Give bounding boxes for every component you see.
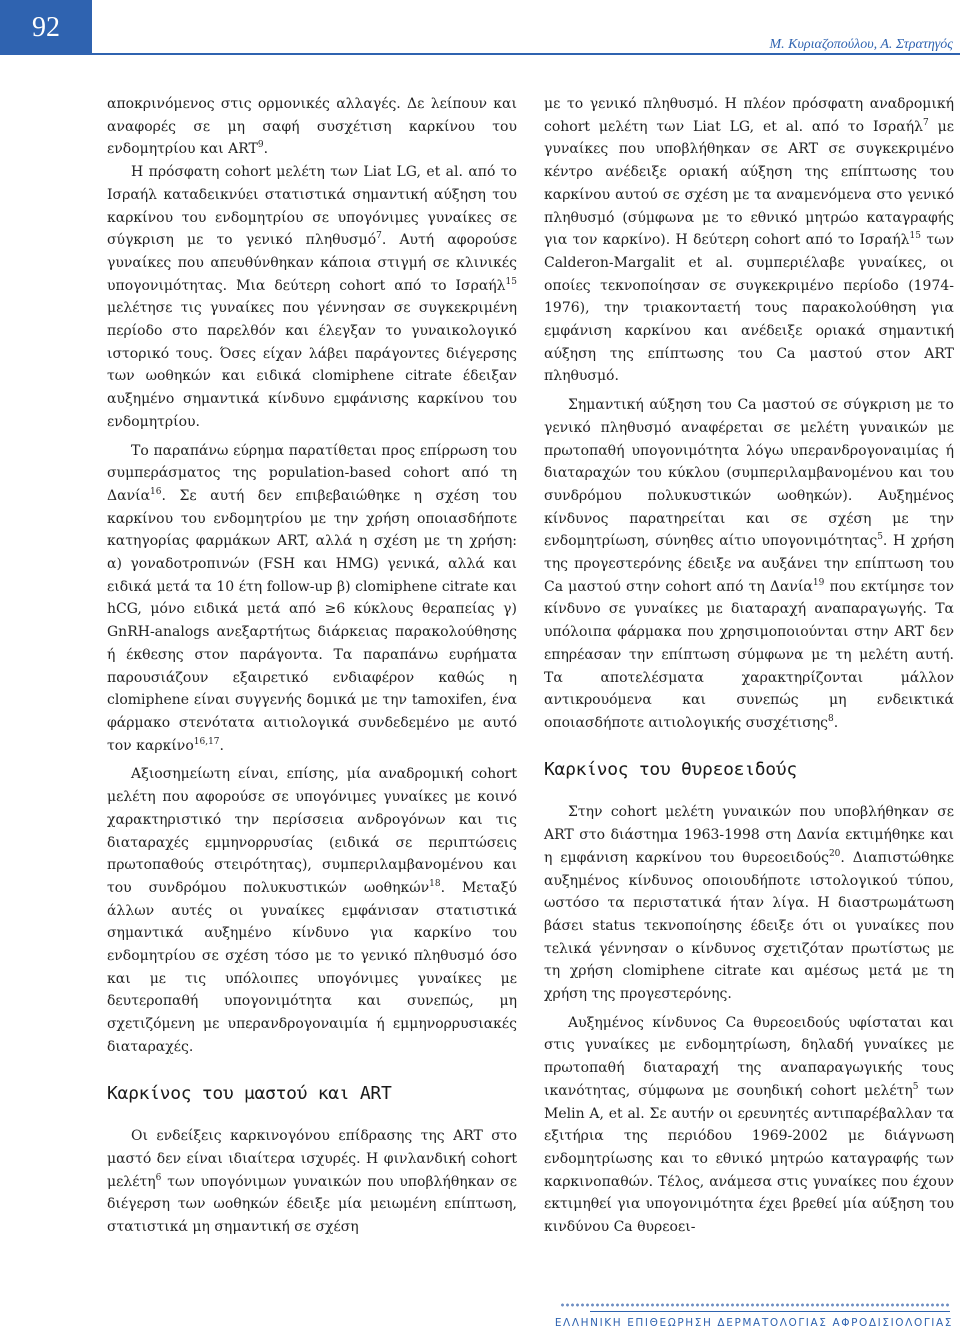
reference-superscript: 5: [877, 532, 883, 543]
left-column: [107, 93, 517, 1239]
reference-superscript: 15: [909, 231, 921, 242]
paragraph: Οι ενδείξεις καρκινογόνου επίδρασης της ART στο μαστό δεν είναι ιδιαίτερα ισχυρές. Η φινλανδική cohort μελέτη$^6$ των υπογόνιμων γυναικών που υποβλήθηκαν σε διέγερση των ωοθηκών έδειξε μία μειωμένη επίπτωση, στατιστικά μη σημαντική σε σχέση: [107, 1128, 517, 1236]
reference-superscript: 7: [376, 231, 382, 242]
page-number: 92: [32, 11, 60, 43]
paragraph: Σημαντική αύξηση του Ca μαστού σε σύγκριση με το γενικό πληθυσμό αναφέρεται σε μελέτη γυναικών με πρωτοπαθή υπογονιμότητα λόγω υπερανδρογοναιμίας ή διαταραχών του κύκλου (συμπεριλαμβανομένου και του συνδρόμου πολυκυστικών ωοθηκών). Αυξημένος κίνδυνος παρατηρείται και σε σχέση με την ενδομητρίωση, σύνηθες αίτιο υπογονιμότητας$^5$. Η χρήση της προγεστερόνης έδειξε να αυξάνει την επίπτωση του Ca μαστού στην cohort από τη Δανία$^{19}$ που εκτίμησε τον κίνδυνο σε γυναίκες με διαταραχή αναπαραγωγής. Τα υπόλοιπα φάρμακα που χρησιμοποιούνται στην ART δεν επηρέασαν την επίπτωση σύμφωνα με τη μελέτη αυτή. Τα αποτελέσματα χαρακτηρίζονται μάλλον αντικρουόμενα και συνεπώς μη ενδεικτικά οποιασδήποτε αιτιολογικής συσχέτισης$^8$.: [544, 397, 955, 731]
paragraph: με το γενικό πληθυσμό. Η πλέον πρόσφατη αναδρομική cohort μελέτη των Liat LG, et al. από το Ισραήλ$^7$ με γυναίκες που υποβλήθηκαν σε ART σε συγκεκριμένο κέντρο ανέδειξε οριακή αύξηση της επίπτωσης του καρκίνου αυτού σε σχέση με τα αναμενόμενα στο γενικό πληθυσμό (σύμφωνα με το εθνικό μητρώο καταγραφής για τον καρκίνο). Η δεύτερη cohort από το Ισραήλ$^{15}$ των Calderon-Margalit et al. συμπεριέλαβε γυναίκες, οι οποίες τεκνοποίησαν σε συγκεκριμένο περίοδο (1974-1976), την τριακονταετή τους παρακολούθηση για εμφάνιση καρκίνου και ανέδειξε οριακά σημαντική αύξηση της επίπτωσης του Ca μαστού στον ART πληθυσμό.: [544, 96, 955, 385]
running-head-authors: Μ. Κυριαζοπούλου, Α. Στρατηγός: [769, 37, 953, 52]
journal-name: ΕΛΛΗΝΙΚΗ ΕΠΙΘΕΩΡΗΣΗ ΔΕΡΜΑΤΟΛΟΓΙΑΣ ΑΦΡΟΔΙΣΙΟΛΟΓΙΑΣ: [554, 1317, 953, 1329]
reference-superscript: 6: [155, 1172, 162, 1183]
reference-superscript: 15: [505, 276, 517, 287]
reference-superscript: 7: [923, 117, 929, 128]
footer-rule: [590, 1311, 950, 1312]
paragraph: Αυξημένος κίνδυνος Ca θυρεοειδούς υφίσταται και στις γυναίκες με ενδομητρίωση, δηλαδή γυναίκες με πρωτοπαθή διαταραχή της αναπαραγωγικής τους ικανότητας, σύμφωνα με σουηδική cohort μελέτη$^5$ των Melin A, et al. Σε αυτήν οι ερευνητές αντιπαρέβαλλαν τα εξιτήρια της περιόδου 1969-2002 με διάγνωση ενδομητρίωσης και το εθνικό μητρώο καταγραφής των καρκινοπαθών. Τέλος, ανάμεσα στις γυναίκες που έχουν εκτιμηθεί για υπογονιμότητα έχει βρεθεί μία αύξηση του κινδύνου Ca θυρεοει-: [544, 1014, 954, 1236]
header-rule: [92, 53, 960, 55]
paragraph: Στην cohort μελέτη γυναικών που υποβλήθηκαν σε ART στο διάστημα 1963-1998 στη Δανία εκτιμήθηκε και η εμφάνιση καρκίνου του θυρεοειδούς$^{20}$. Διαπιστώθηκε αυξημένος κίνδυνος οποιουδήποτε ιστολογικού τύπου, ωστόσο τα περιστατικά ήταν λίγα. Η διαστρωμάτωση βάσει status τεκνοποίησης έδειξε ότι οι γυναίκες που τελικά γέννησαν ο κίνδυνος σχετιζόταν πρωτίστως με τη χρήση clomiphene citrate και αμέσως μετά με τη χρήση της προγεστερόνης.: [544, 804, 954, 1003]
reference-superscript: 8: [828, 713, 834, 724]
page-number-box: [0, 0, 92, 55]
section-heading-thyroid-cancer: Καρκίνος του θυρεοειδούς: [544, 758, 797, 780]
footer-dot-rule: [560, 1302, 950, 1308]
reference-superscript: 19: [812, 577, 825, 588]
reference-superscript: 16: [150, 486, 162, 497]
paragraph: Αξιοσημείωτη είναι, επίσης, μία αναδρομική cohort μελέτη που αφορούσε σε υπογόνιμες γυναίκες με κοινό χαρακτηριστικό την περίσσεια ανδρογόνων και τις διαταραχές εμμηνορρυσίας (ειδικά σε περιπτώσεις πρωτοπαθούς στειρότητας), συμπεριλαμβανομένου και του συνδρόμου πολυκυστικών ωοθηκών$^{18}$. Μεταξύ άλλων αυτές οι γυναίκες εμφάνισαν στατιστικά σημαντικά αυξημένο κίνδυνο για καρκίνο του ενδομητρίου σε σχέση τόσο με το γενικό πληθυσμό όσο και με τις υπόλοιπες υπογόνιμες γυναίκες με δευτεροπαθή υπογονιμότητα και συνεπώς, μη σχετιζόμενη με υπερανδρογοναιμία ή εμμηνορρυσιακές διαταραχές.: [107, 766, 517, 1055]
paragraph: αποκρινόμενος στις ορμονικές αλλαγές. Δε λείπουν και αναφορές σε μη σαφή συσχέτιση καρκίνου του ενδομητρίου και ART$^9$.: [107, 96, 517, 158]
paragraph: Το παραπάνω εύρημα παρατίθεται προς επίρρωση του συμπεράσματος της population-based cohort από τη Δανία$^{16}$. Σε αυτή δεν επιβεβαιώθηκε η σχέση του καρκίνου του ενδομητρίου με την χρήση οποιασδήποτε κατηγορίας φαρμάκων ART, αλλά η σχέση με τη χρήση: α) γοναδοτροπινών (FSH και HMG) γενικά, αλλά και ειδικά μετά τα 10 έτη follow-up β) clomiphene citrate και hCG, μόνο ειδικά μετά από ≥6 κύκλους θεραπείας γ) GnRH-analogs ανεξαρτήτως διάρκειας παρακολούθησης ή έκθεσης στον παράγοντα. Τα παραπάνω ευρήματα παρουσιάζουν εξαιρετικό ενδιαφέρον καθώς η clomiphene είναι συγγενής δομικά με την tamoxifen, ένα φάρμακο στενότατα αιτιολογικά συνδεδεμένο με αυτό τον καρκίνο$^{16,17}$.: [107, 442, 517, 754]
right-column: [544, 93, 954, 1239]
reference-superscript: 16,17: [193, 736, 220, 747]
reference-superscript: 18: [429, 878, 441, 889]
reference-superscript: 9: [257, 140, 264, 151]
paragraph: Η πρόσφατη cohort μελέτη των Liat LG, et al. από το Ισραήλ καταδεικνύει στατιστικά σημαντική αύξηση του καρκίνου του ενδομητρίου σε υπογόνιμες γυναίκες σε σύγκριση με το γενικό πληθυσμό$^7$. Αυτή αφορούσε γυναίκες που απευθύνθηκαν κάποια στιγμή σε κλινικές υπογονιμότητας. Μια δεύτερη cohort από το Ισραήλ$^{15}$ μελέτησε τις γυναίκες που γέννησαν σε συγκεκριμένη περίοδο στο παρελθόν και έλεγξαν το γυναικολογικό ιστορικό τους. Όσες είχαν λάβει παράγοντες διέγερσης των ωοθηκών και ειδικά clomiphene citrate έδειξαν αυξημένο σημαντικά κίνδυνο εμφάνισης καρκίνου του ενδομητρίου.: [107, 164, 517, 430]
section-heading-breast-cancer: Καρκίνος του μαστού και ART: [107, 1082, 392, 1104]
reference-superscript: 5: [912, 1081, 919, 1092]
reference-superscript: 20: [828, 848, 841, 859]
